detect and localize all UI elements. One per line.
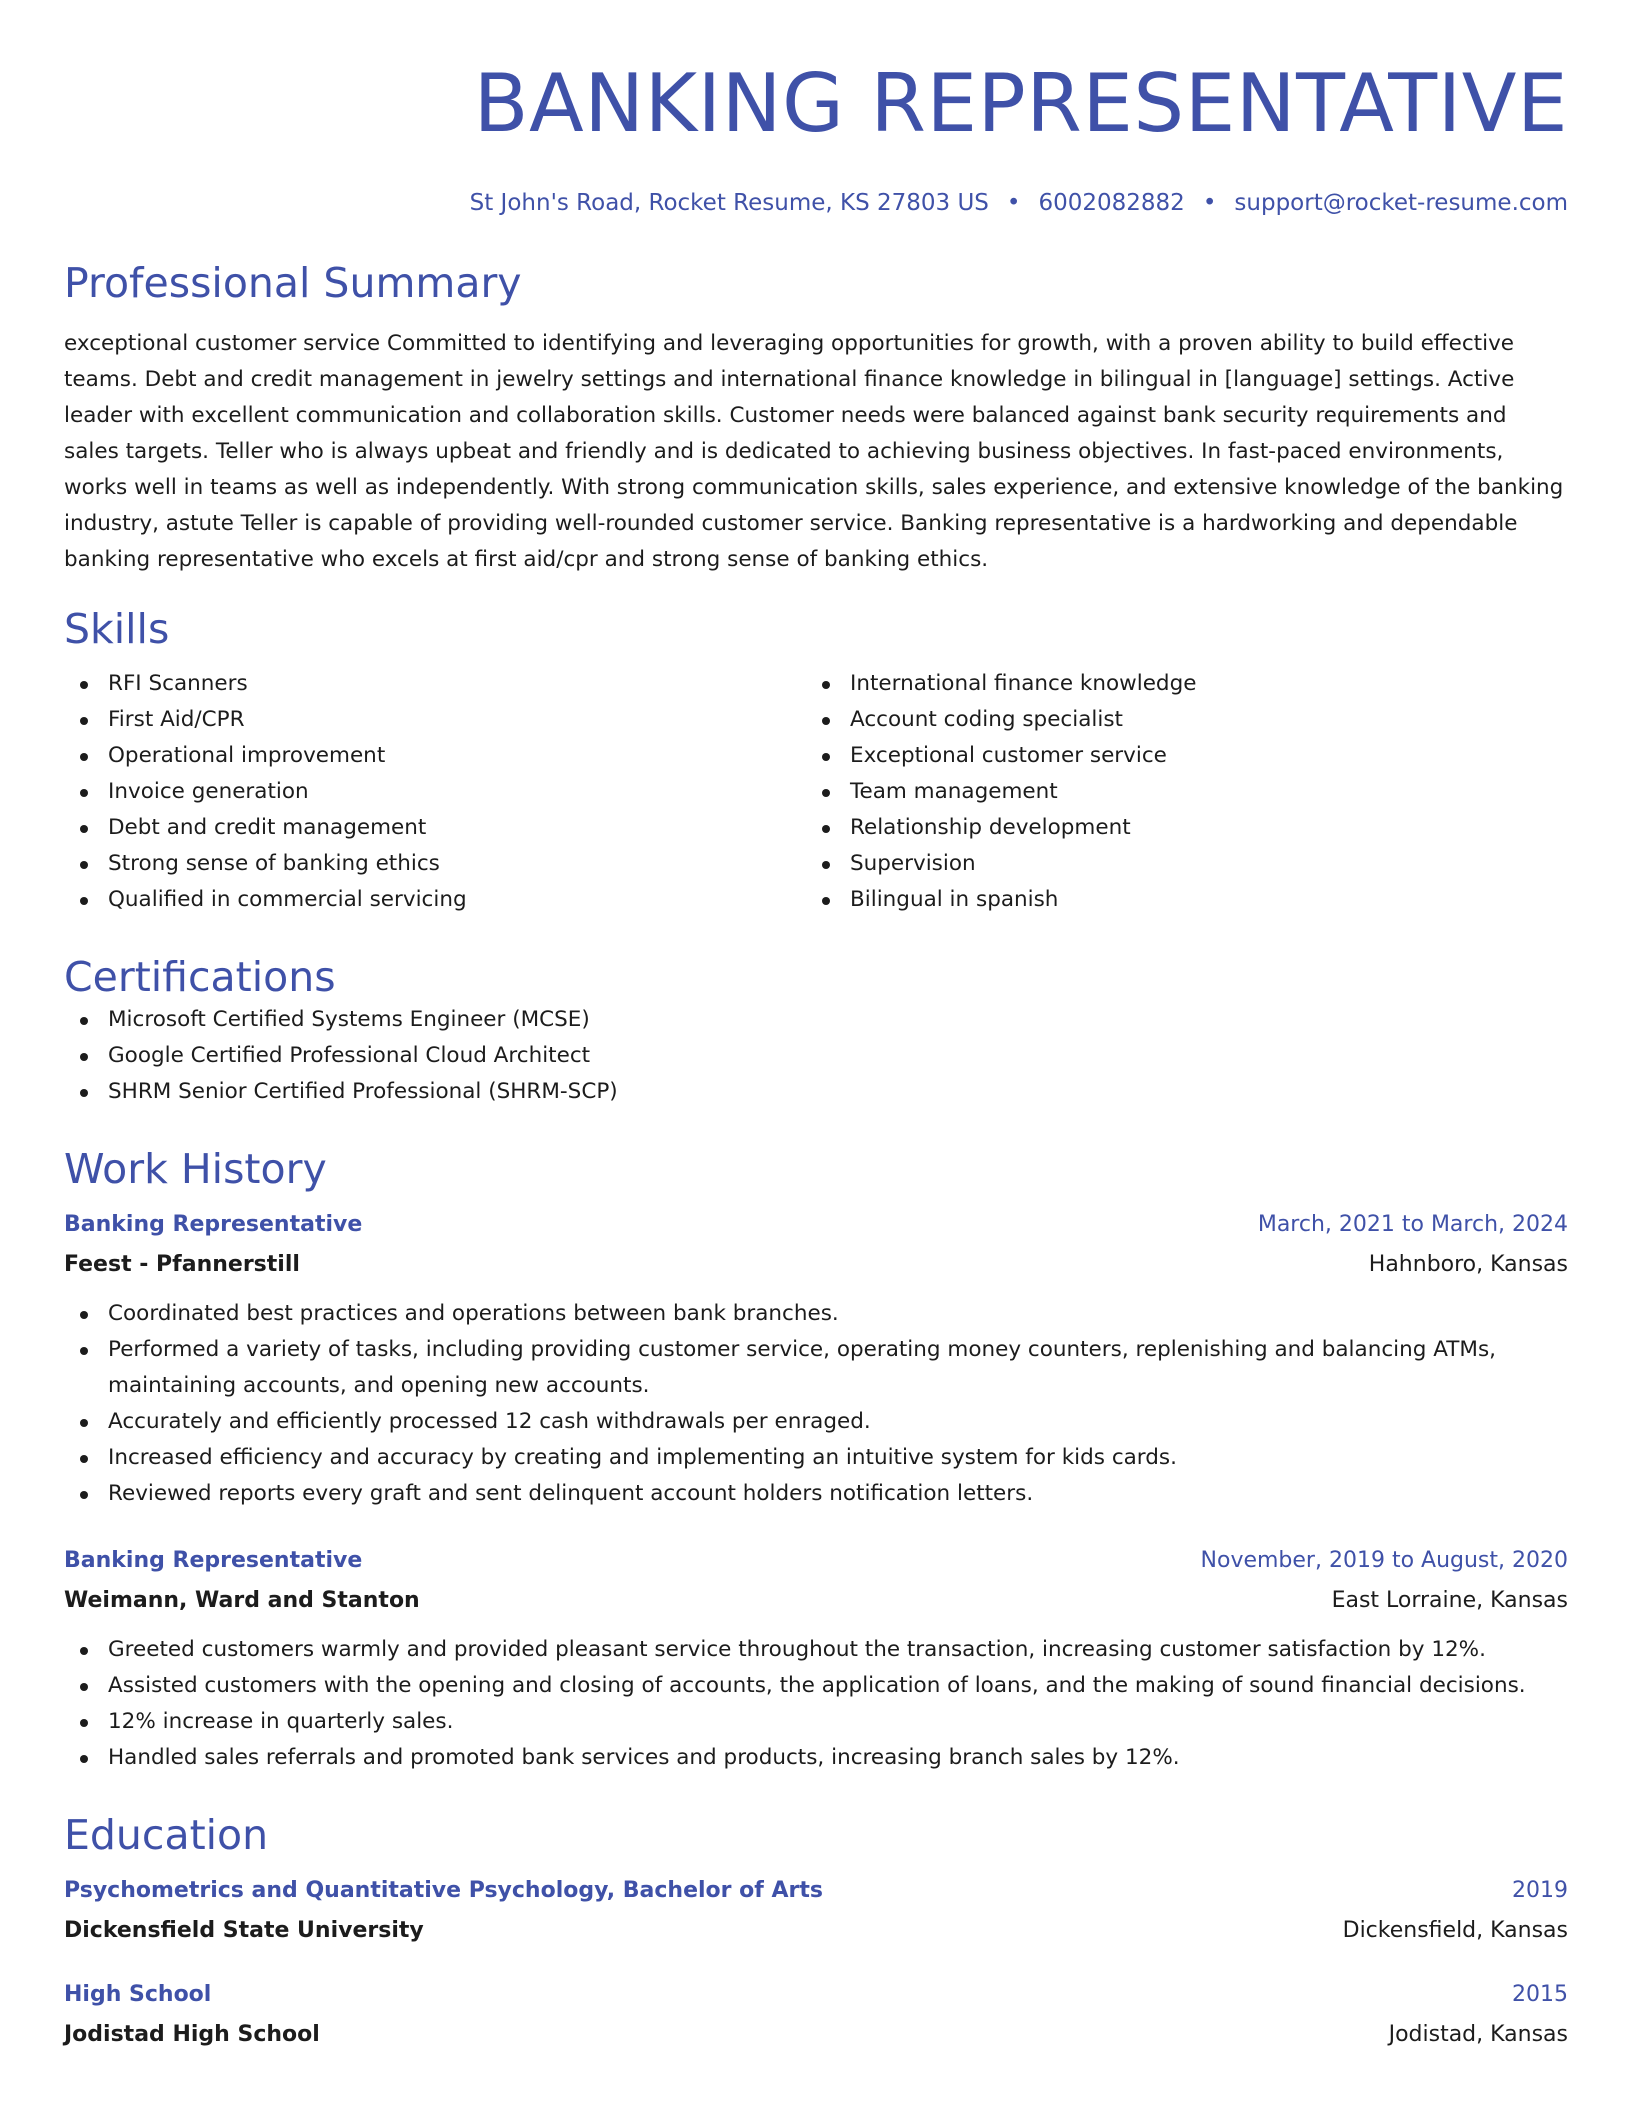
certifications-heading: Certifications: [64, 953, 336, 1001]
certification-item: Microsoft Certified Systems Engineer (MCSE): [64, 1002, 1568, 1038]
degree-row: [64, 1980, 1568, 2010]
job-bullets: [64, 1296, 1568, 1512]
resume-name: BANKING REPRESENTATIVE: [473, 57, 1568, 150]
job-company-row: [64, 1576, 1568, 1616]
resume-header: [64, 56, 1568, 218]
job-company: Feest - Pfannerstill: [64, 1252, 300, 1277]
certifications-list: [64, 1002, 1568, 1110]
school-name: Jodistad High School: [64, 2022, 320, 2047]
skill-item: Strong sense of banking ethics: [64, 846, 806, 882]
job-title-row: [64, 1546, 1568, 1576]
job-location: East Lorraine, Kansas: [1331, 1588, 1568, 1613]
resume-page: [64, 56, 1568, 2050]
job-bullet: Accurately and efficiently processed 12 cash withdrawals per enraged.: [64, 1404, 1568, 1440]
job-bullet: 12% increase in quarterly sales.: [64, 1704, 1568, 1740]
skill-item: First Aid/CPR: [64, 702, 806, 738]
job-entry: [64, 1210, 1568, 1512]
skill-item: Team management: [806, 774, 1548, 810]
skill-item: International finance knowledge: [806, 666, 1548, 702]
skill-item: Invoice generation: [64, 774, 806, 810]
contact-phone: 6002082882: [1038, 190, 1185, 216]
degree-row: [64, 1876, 1568, 1906]
skill-item: Qualified in commercial servicing: [64, 882, 806, 918]
job-dates: November, 2019 to August, 2020: [1200, 1548, 1568, 1573]
school-row: [64, 1906, 1568, 1946]
school-name: Dickensfield State University: [64, 1918, 424, 1943]
job-entry: [64, 1546, 1568, 1776]
skills-columns: [64, 666, 1568, 918]
school-row: [64, 2010, 1568, 2050]
work-history-heading: Work History: [64, 1145, 327, 1193]
skill-item: Operational improvement: [64, 738, 806, 774]
job-company: Weimann, Ward and Stanton: [64, 1588, 420, 1613]
skills-heading: Skills: [64, 605, 170, 653]
job-bullet: Handled sales referrals and promoted bank services and products, increasing branch sales by 12%.: [64, 1740, 1568, 1776]
contact-line: [64, 188, 1568, 218]
job-bullet: Reviewed reports every graft and sent delinquent account holders notification letters.: [64, 1476, 1568, 1512]
education-heading: Education: [64, 1811, 269, 1859]
contact-separator: •: [1006, 190, 1021, 216]
skill-item: Account coding specialist: [806, 702, 1548, 738]
job-bullets: [64, 1632, 1568, 1776]
job-dates: March, 2021 to March, 2024: [1257, 1212, 1568, 1237]
contact-email: support@rocket-resume.com: [1234, 190, 1568, 216]
education-entry: [64, 1980, 1568, 2050]
job-bullet: Performed a variety of tasks, including providing customer service, operating money counters, replenishing and balancing ATMs, maintaining accounts, and opening new accounts.: [64, 1332, 1568, 1404]
certification-item: Google Certified Professional Cloud Architect: [64, 1038, 1568, 1074]
job-company-row: [64, 1240, 1568, 1280]
degree-year: 2019: [1512, 1878, 1568, 1903]
skill-item: Supervision: [806, 846, 1548, 882]
skill-item: RFI Scanners: [64, 666, 806, 702]
degree-title: Psychometrics and Quantitative Psychology, Bachelor of Arts: [64, 1878, 823, 1903]
certification-item: SHRM Senior Certified Professional (SHRM-SCP): [64, 1074, 1568, 1110]
job-bullet: Assisted customers with the opening and closing of accounts, the application of loans, and the making of sound financial decisions.: [64, 1668, 1568, 1704]
skill-item: Exceptional customer service: [806, 738, 1548, 774]
job-title: Banking Representative: [64, 1548, 363, 1573]
job-title-row: [64, 1210, 1568, 1240]
job-bullet: Greeted customers warmly and provided pleasant service throughout the transaction, increasing customer satisfaction by 12%.: [64, 1632, 1568, 1668]
job-bullet: Increased efficiency and accuracy by creating and implementing an intuitive system for kids cards.: [64, 1440, 1568, 1476]
degree-title: High School: [64, 1982, 212, 2007]
skill-item: Relationship development: [806, 810, 1548, 846]
degree-year: 2015: [1512, 1982, 1568, 2007]
skill-item: Debt and credit management: [64, 810, 806, 846]
school-location: Jodistad, Kansas: [1388, 2022, 1568, 2047]
job-title: Banking Representative: [64, 1212, 363, 1237]
skills-right-list: [806, 666, 1548, 918]
job-location: Hahnboro, Kansas: [1368, 1252, 1568, 1277]
education-entry: [64, 1876, 1568, 1946]
school-location: Dickensfield, Kansas: [1342, 1918, 1568, 1943]
contact-address: St John's Road, Rocket Resume, KS 27803 US: [469, 190, 989, 216]
skill-item: Bilingual in spanish: [806, 882, 1548, 918]
skills-left-list: [64, 666, 806, 918]
job-bullet: Coordinated best practices and operations between bank branches.: [64, 1296, 1568, 1332]
summary-text: exceptional customer service Committed to identifying and leveraging opportunities for growth, with a proven ability to build effective teams. Debt and credit management in jewelry settings and international finance knowledge in bilingual in [language] settings. Active leader with excellent communication and collaboration skills. Customer needs were balanced against bank security requirements and sales targets. Teller who is always upbeat and friendly and is dedicated to achieving business objectives. In fast-paced environments, works well in teams as well as independently. With strong communication skills, sales experience, and extensive knowledge of the banking industry, astute Teller is capable of providing well-rounded customer service. Banking representative is a hardworking and dependable banking representative who excels at first aid/cpr and strong sense of banking ethics.: [64, 331, 1564, 572]
contact-separator: •: [1202, 190, 1217, 216]
summary-heading: Professional Summary: [64, 259, 522, 307]
